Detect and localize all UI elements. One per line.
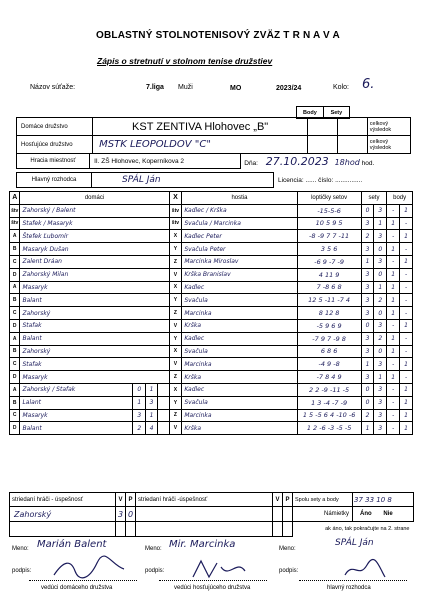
- home-player: Stafak: [20, 319, 169, 332]
- home-player: Stafak: [20, 358, 169, 371]
- col-x: X: [169, 192, 182, 205]
- sety-guest: 0: [374, 307, 387, 320]
- set-scores: 1 3 -4 -7 -9: [297, 396, 361, 409]
- row-x: štv: [169, 217, 182, 230]
- home-player: Masaryk: [20, 281, 169, 294]
- row-x: štv: [169, 204, 182, 217]
- row-x: Y: [169, 396, 182, 409]
- signature-guest: [189, 555, 249, 583]
- body-guest: 1: [400, 230, 413, 243]
- sum-value: 37 33 10 8: [353, 493, 414, 507]
- row-key: D: [10, 319, 20, 332]
- set-scores: -4 9 -8: [297, 358, 361, 371]
- row-key: D: [10, 422, 20, 435]
- guest-player: Svačula Peter: [182, 243, 297, 256]
- row-key: D: [10, 371, 20, 384]
- overall-label-home: celkový výsledok: [367, 118, 410, 136]
- set-scores: -5 9 6 9: [297, 319, 361, 332]
- set-scores: -7 8 4 9: [297, 371, 361, 384]
- match-row: [10, 358, 413, 371]
- sety-home: 3: [361, 332, 374, 345]
- sety-guest: 0: [374, 268, 387, 281]
- subs-home-v-value: 3: [116, 507, 126, 522]
- home-score-b: 4: [146, 422, 158, 435]
- overall-label-guest: celkový výsledok: [367, 136, 410, 154]
- set-scores: 4 11 9: [297, 268, 361, 281]
- namietky-note: ak áno, tak pokračujte na 2. strane: [325, 526, 410, 533]
- home-score-a: 1: [133, 396, 146, 409]
- category-value: Muži: [178, 84, 193, 91]
- row-key: C: [10, 255, 20, 268]
- col-sety: sety: [361, 192, 387, 205]
- home-player: Zahorský: [20, 307, 169, 320]
- sety-guest: 3: [374, 358, 387, 371]
- sety-home: 1: [361, 358, 374, 371]
- guest-player: Marcinka: [182, 307, 297, 320]
- row-x: X: [169, 281, 182, 294]
- guest-player: Kadlec Peter: [182, 230, 297, 243]
- signatures-block: [9, 540, 413, 595]
- set-scores: 7 -8 6 8: [297, 281, 361, 294]
- sety-guest: 0: [374, 243, 387, 256]
- row-key: A: [10, 230, 20, 243]
- home-player: Štefek Ľubomír: [20, 230, 169, 243]
- body-home: 1: [387, 371, 400, 384]
- home-player: Stafek / Masaryk: [20, 217, 169, 230]
- guest-player: Marcinka Miroslav: [182, 255, 297, 268]
- set-scores: 1 5 -5 6 4 -10 -6: [297, 409, 361, 422]
- hod-label: hod.: [361, 159, 375, 167]
- body-guest: -: [400, 332, 413, 345]
- sety-home: 0: [361, 204, 374, 217]
- season-value: 2023/24: [276, 85, 302, 92]
- home-player: Lalant: [20, 396, 133, 409]
- competition-value: 7.liga: [146, 84, 164, 91]
- role-guest: vedúci hosťujúceho družstva: [174, 585, 251, 591]
- home-player: Zahorský: [20, 345, 169, 358]
- round-label: Kolo:: [333, 84, 349, 91]
- sety-home: 0: [361, 383, 374, 396]
- match-row: [10, 422, 413, 435]
- guest-player: Krška: [182, 319, 297, 332]
- row-x: X: [169, 230, 182, 243]
- ano-label: Áno: [360, 511, 372, 517]
- round-value: 6.: [362, 77, 375, 92]
- body-home: 1: [387, 294, 400, 307]
- body-guest: 1: [400, 358, 413, 371]
- subs-guest-label: striedaní hráči -úspešnosť: [136, 493, 273, 507]
- guest-player: Svačula / Marcinka: [182, 217, 297, 230]
- sety-home: 2: [361, 230, 374, 243]
- body-header: Body: [297, 107, 324, 119]
- namietky-label: Námietky: [293, 507, 353, 522]
- sety-guest: 0: [374, 345, 387, 358]
- home-score-a: 3: [133, 409, 146, 422]
- subs-home-label: striedaní hráči - úspešnosť: [10, 493, 116, 507]
- match-row: [10, 345, 413, 358]
- referee-value: SPÁL Ján: [92, 173, 274, 188]
- home-score-c: [157, 422, 169, 435]
- set-scores: 3 5 6: [297, 243, 361, 256]
- row-key: C: [10, 358, 20, 371]
- match-row: [10, 243, 413, 256]
- home-score-a: 0: [133, 383, 146, 396]
- body-guest: 1: [400, 409, 413, 422]
- home-player: Masaryk: [20, 409, 133, 422]
- match-row: [10, 383, 413, 396]
- body-home: 1: [387, 307, 400, 320]
- body-home: -: [387, 422, 400, 435]
- region-value: MO: [230, 85, 242, 92]
- guest-player: Marcinka: [182, 409, 297, 422]
- row-x: X: [169, 383, 182, 396]
- sety-guest: 2: [374, 332, 387, 345]
- sety-home: 1: [361, 255, 374, 268]
- sety-home: 3: [361, 371, 374, 384]
- sig-home-name: Marián Balent: [37, 539, 107, 550]
- form-subtitle: Zápis o stretnutí v stolnom tenise družstiev: [97, 56, 273, 66]
- sety-home: 2: [361, 409, 374, 422]
- sety-home: 3: [361, 243, 374, 256]
- home-player: Masaryk Dušan: [20, 243, 169, 256]
- body-home: 1: [387, 243, 400, 256]
- home-player: Masaryk: [20, 371, 169, 384]
- meno-label-guest: Meno:: [145, 546, 162, 552]
- date-label: Dňa:: [244, 159, 258, 167]
- col-domaci: domáci: [20, 192, 169, 205]
- home-team-value: KST ZENTIVA Hlohovec „B": [93, 118, 308, 136]
- home-player: Zahorský / Balent: [20, 204, 169, 217]
- match-row: [10, 332, 413, 345]
- match-row: [10, 307, 413, 320]
- body-guest: -: [400, 307, 413, 320]
- body-home: -: [387, 319, 400, 332]
- podpis-label-ref: podpis:: [279, 568, 299, 574]
- body-home: 1: [387, 332, 400, 345]
- col-a: A: [10, 192, 20, 205]
- sety-guest: 3: [374, 396, 387, 409]
- body-home: 1: [387, 268, 400, 281]
- body-guest: -: [400, 243, 413, 256]
- match-row: [10, 409, 413, 422]
- guest-player: Kadlec / Krška: [182, 204, 297, 217]
- body-home: 1: [387, 217, 400, 230]
- body-guest: -: [400, 281, 413, 294]
- guest-player: Svačula: [182, 294, 297, 307]
- subs-guest-p: P: [283, 493, 293, 507]
- sety-home: 3: [361, 281, 374, 294]
- time-value: 18hod: [334, 157, 360, 167]
- sety-guest: 3: [374, 422, 387, 435]
- guest-player: Svačula: [182, 345, 297, 358]
- home-score-c: [157, 383, 169, 396]
- sety-header: Sety: [323, 107, 349, 119]
- sig-guest-name: Mir. Marcinka: [169, 539, 236, 550]
- home-player: Zalent Dráan: [20, 255, 169, 268]
- guest-player: Marcinka: [182, 358, 297, 371]
- guest-player: Kadlec: [182, 281, 297, 294]
- row-x: Y: [169, 332, 182, 345]
- row-x: Z: [169, 409, 182, 422]
- competition-label: Názov súťaže:: [30, 84, 76, 91]
- set-scores: -7 9 7 -9 8: [297, 332, 361, 345]
- subs-home-name: Zahorský: [10, 507, 116, 522]
- col-body: body: [387, 192, 413, 205]
- sety-guest: 3: [374, 230, 387, 243]
- signature-home: [49, 555, 129, 583]
- match-row: [10, 396, 413, 409]
- row-key: D: [10, 268, 20, 281]
- podpis-label-home: podpis:: [12, 568, 32, 574]
- subs-home-p: P: [126, 493, 136, 507]
- home-score-b: 1: [146, 409, 158, 422]
- guest-team-label: Hosťujúce družstvo: [17, 136, 93, 154]
- guest-team-value: MSTK LEOPOLDOV "C": [93, 136, 308, 154]
- sum-label: Spolu sety a body: [293, 493, 353, 507]
- row-key: C: [10, 409, 20, 422]
- col-hostia: hostia: [182, 192, 297, 205]
- home-score-c: [157, 409, 169, 422]
- teams-block: [16, 117, 411, 154]
- set-scores: 2 2 -9 -11 -5: [297, 383, 361, 396]
- venue-value: II. ZŠ Hlohovec, Koperníkova 2: [90, 154, 241, 169]
- home-player: Balant: [20, 332, 169, 345]
- signature-ref: [339, 555, 389, 583]
- home-player: Balant: [20, 422, 133, 435]
- sety-home: 0: [361, 396, 374, 409]
- body-guest: 1: [400, 383, 413, 396]
- set-scores: 10 5 9 5: [297, 217, 361, 230]
- sety-guest: 1: [374, 371, 387, 384]
- subs-block: [9, 492, 414, 537]
- sety-guest: 3: [374, 319, 387, 332]
- form-title: OBLASTNÝ STOLNOTENISOVÝ ZVÄZ T R N A V A: [96, 30, 340, 41]
- match-row: [10, 294, 413, 307]
- match-row: [10, 255, 413, 268]
- home-player: Zahorský / Stafak: [20, 383, 133, 396]
- licence-label: Licencia: ...... číslo: ...............: [278, 176, 363, 184]
- row-key: B: [10, 345, 20, 358]
- row-key: B: [10, 294, 20, 307]
- set-scores: -6 9 -7 -9: [297, 255, 361, 268]
- body-home: -: [387, 204, 400, 217]
- match-row: [10, 281, 413, 294]
- row-x: V: [169, 319, 182, 332]
- sety-guest: 3: [374, 409, 387, 422]
- body-guest: -: [400, 217, 413, 230]
- row-x: X: [169, 345, 182, 358]
- guest-player: Svačula: [182, 396, 297, 409]
- referee-label: Hlavný rozhodca: [17, 173, 92, 188]
- match-row: [10, 319, 413, 332]
- subs-home-v: V: [116, 493, 126, 507]
- match-row: [10, 217, 413, 230]
- row-x: V: [169, 268, 182, 281]
- set-scores: 12 5 -11 -7 4: [297, 294, 361, 307]
- body-home: -: [387, 358, 400, 371]
- guest-player: Kadlec: [182, 332, 297, 345]
- body-guest: -: [400, 268, 413, 281]
- set-scores: 6 8 6: [297, 345, 361, 358]
- sety-home: 0: [361, 319, 374, 332]
- sety-guest: 3: [374, 204, 387, 217]
- row-key: B: [10, 243, 20, 256]
- sety-home: 3: [361, 345, 374, 358]
- body-home: -: [387, 255, 400, 268]
- guest-player: Kadlec: [182, 383, 297, 396]
- venue-label: Hracia miestnosť: [17, 154, 90, 169]
- row-x: Y: [169, 243, 182, 256]
- sig-ref-name: SPÁL Ján: [335, 538, 374, 548]
- row-key: A: [10, 383, 20, 396]
- match-grid: [9, 191, 413, 435]
- sety-guest: 2: [374, 294, 387, 307]
- row-x: Z: [169, 371, 182, 384]
- body-guest: 1: [400, 422, 413, 435]
- match-row: [10, 230, 413, 243]
- body-home: 1: [387, 345, 400, 358]
- subs-guest-v: V: [273, 493, 283, 507]
- sety-home: 3: [361, 217, 374, 230]
- row-x: V: [169, 358, 182, 371]
- row-x: Y: [169, 294, 182, 307]
- row-key: štv: [10, 204, 20, 217]
- guest-player: Krška: [182, 371, 297, 384]
- body-home: -: [387, 383, 400, 396]
- subs-home-p-value: 0: [126, 507, 136, 522]
- home-score-b: 3: [146, 396, 158, 409]
- role-ref: hlavný rozhodca: [327, 585, 371, 591]
- set-scores: 1 2 -6 -3 -5 -5: [297, 422, 361, 435]
- sety-home: 1: [361, 422, 374, 435]
- date-value: 27.10.2023: [265, 154, 329, 168]
- body-home: -: [387, 230, 400, 243]
- body-home: -: [387, 409, 400, 422]
- meno-label-ref: Meno:: [279, 546, 296, 552]
- body-guest: 1: [400, 255, 413, 268]
- row-key: A: [10, 281, 20, 294]
- body-guest: 1: [400, 396, 413, 409]
- guest-player: Krška: [182, 422, 297, 435]
- body-guest: -: [400, 371, 413, 384]
- body-guest: -: [400, 294, 413, 307]
- home-score-a: 2: [133, 422, 146, 435]
- body-home: -: [387, 396, 400, 409]
- sety-guest: 3: [374, 383, 387, 396]
- row-x: Z: [169, 255, 182, 268]
- home-team-label: Domáce družstvo: [17, 118, 93, 136]
- home-score-b: 1: [146, 383, 158, 396]
- row-key: A: [10, 332, 20, 345]
- body-home: 1: [387, 281, 400, 294]
- sety-home: 3: [361, 268, 374, 281]
- row-x: V: [169, 422, 182, 435]
- sety-home: 3: [361, 307, 374, 320]
- match-row: [10, 204, 413, 217]
- row-key: štv: [10, 217, 20, 230]
- row-key: B: [10, 396, 20, 409]
- meno-label-home: Meno:: [12, 546, 29, 552]
- match-row: [10, 268, 413, 281]
- body-guest: 1: [400, 204, 413, 217]
- sety-guest: 1: [374, 281, 387, 294]
- body-guest: -: [400, 345, 413, 358]
- home-score-c: [157, 396, 169, 409]
- guest-player: Krška Branislav: [182, 268, 297, 281]
- sety-guest: 3: [374, 255, 387, 268]
- sety-home: 3: [361, 294, 374, 307]
- match-row: [10, 371, 413, 384]
- set-scores: -8 -9 7 7 -11: [297, 230, 361, 243]
- podpis-label-guest: podpis:: [145, 568, 165, 574]
- role-home: vedúci domáceho družstva: [41, 585, 113, 591]
- row-key: C: [10, 307, 20, 320]
- home-player: Balant: [20, 294, 169, 307]
- col-sets: loptičky setov: [297, 192, 361, 205]
- body-guest: 1: [400, 319, 413, 332]
- home-player: Zahorský Milan: [20, 268, 169, 281]
- sety-guest: 1: [374, 217, 387, 230]
- row-x: Z: [169, 307, 182, 320]
- set-scores: 8 12 8: [297, 307, 361, 320]
- nie-label: Nie: [383, 511, 393, 517]
- set-scores: -15-5-6: [297, 204, 361, 217]
